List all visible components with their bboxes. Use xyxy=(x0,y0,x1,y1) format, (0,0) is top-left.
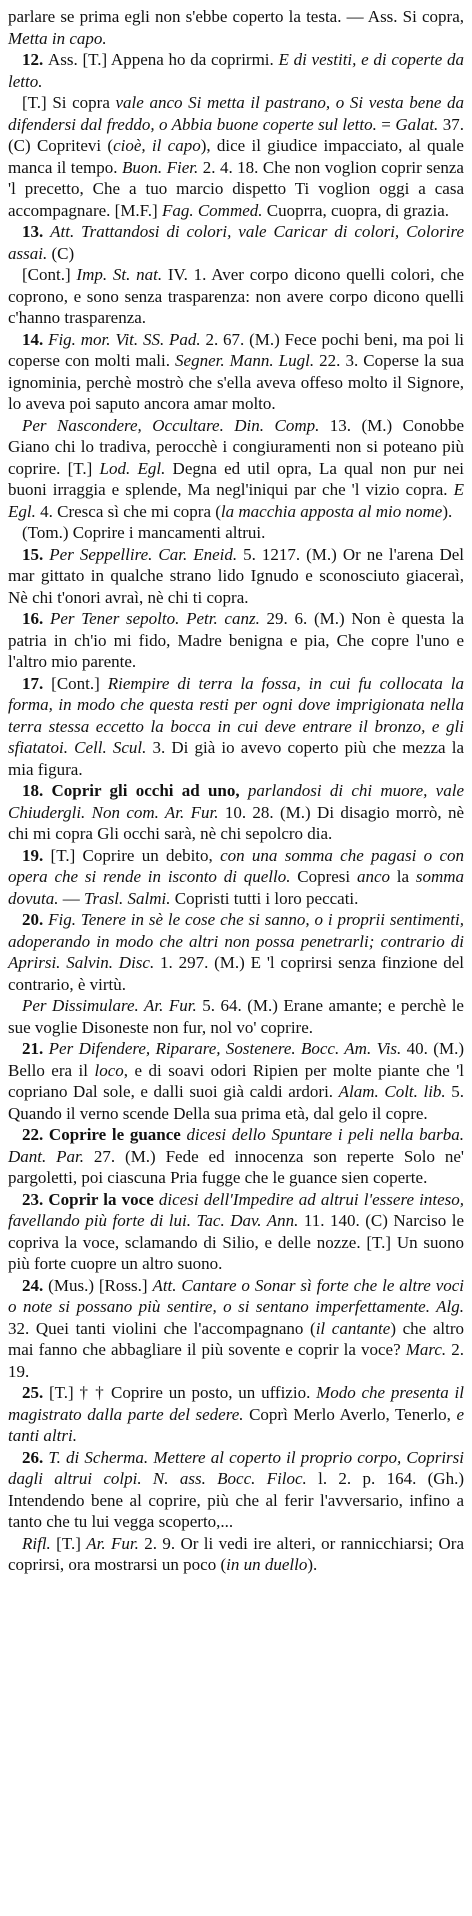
body-text: 2. 4. 18. Che non voglion coprir senza 'l precetto, Che a tuo marcio dispetto Ti voglion oggi a casa accompagnare. [M.F.] xyxy=(8,157,464,220)
body-text: ). xyxy=(307,1555,318,1574)
entry-paragraph xyxy=(8,1189,464,1275)
body-text: 1. 297. (M.) E 'l coprirsi senza finzione del contrario, è virtù. xyxy=(8,953,464,994)
sense-heading: 19. xyxy=(22,845,51,865)
body-text: [Cont.] xyxy=(22,265,77,284)
italic-text: Fig. mor. Vit. SS. Pad. xyxy=(48,329,201,349)
italic-text: Imp. St. nat. xyxy=(76,265,163,284)
body-text: Degna ed util opra, La qual non pur nei buoni irraggia e splende, Ma negl'iniqui par che 'l vizio copra. xyxy=(8,458,464,499)
body-text: (C) xyxy=(47,243,75,263)
italic-text: Riempire di terra la fossa, in cui fu collocata la forma, in modo che questa resti per ogni dove imprigionata nella terra stessa eccetto la bocca in cui deve entrare il bronzo, e gli sfiatatoi. Cell. Scul. xyxy=(8,673,464,757)
entry-paragraph xyxy=(8,1533,464,1576)
italic-text: Trasl. Salmi. xyxy=(84,888,171,908)
italic-text: anco xyxy=(356,867,390,886)
entry-paragraph xyxy=(8,1447,464,1533)
body-text: 13. (M.) Conobbe Giano chi lo tradiva, perocchè i congiuramenti non si poteano più coprire. [T.] xyxy=(8,415,464,478)
entry-paragraph xyxy=(8,6,464,49)
entry-paragraph xyxy=(8,264,464,329)
body-text: 32. Quei tanti violini che l'accompagnano ( xyxy=(8,1318,316,1338)
entry-paragraph xyxy=(8,1275,464,1383)
body-text: l. 2. p. 164. (Gh.) Intendendo bene al coprire, più che al ferir l'avversario, infino a tanto che tu lui vegga scoperto,... xyxy=(8,1469,464,1531)
italic-text: Fig. Tenere in sè le cose che si sanno, o i proprii sentimenti, adoperando in modo che altri non possa penetrarli; contrario di Aprirsi. Salvin. Disc. xyxy=(8,910,464,972)
sense-heading: 12. xyxy=(22,50,48,69)
italic-text: vale anco Si metta il pastrano, o Si vesta bene da difendersi dal freddo, o Abbia buone coperte sul letto. xyxy=(8,93,464,134)
italic-text: Per Difendere, Riparare, Sostenere. Bocc. Am. Vis. xyxy=(48,1039,402,1058)
italic-text: Metta in capo. xyxy=(8,28,107,48)
body-text: [T.] Coprire un debito, xyxy=(50,845,221,865)
body-text: 2. 9. Or li vedi ire alteri, or rannicchiarsi; Ora coprirsi, ora mostrarsi un poco ( xyxy=(8,1533,464,1574)
italic-text: la macchia apposta al mio nome xyxy=(220,501,443,521)
body-text: 22. 3. Coperse la sua ignominia, perchè mostrò che s'ella aveva offeso molto il Signore, lo aveva poi saputo ancora amar molto. xyxy=(8,351,464,413)
body-text: (Tom.) Coprire i mancamenti altrui. xyxy=(22,523,266,542)
italic-text: Per Nascondere, Occultare. Din. Comp. xyxy=(22,415,320,435)
body-text: Ass. [T.] Appena ho da coprirmi. xyxy=(47,50,279,69)
entry-paragraph xyxy=(8,1124,464,1189)
italic-text: Galat. xyxy=(395,114,439,134)
entry-paragraph xyxy=(8,909,464,995)
italic-text: Fag. Commed. xyxy=(161,200,263,220)
italic-text: Buon. Fier. xyxy=(121,157,199,177)
sense-heading: 22. Coprire le guance xyxy=(22,1125,187,1144)
body-text: — xyxy=(58,888,85,908)
body-text: , e di soavi odori Ripien per molte piante che 'l copriano Dal sole, e dalli suoi già caldi ardori. xyxy=(8,1060,464,1101)
body-text: [T.] xyxy=(50,1533,87,1553)
sense-heading: 18. Coprir gli occhi ad uno, xyxy=(22,781,248,800)
entry-paragraph xyxy=(8,329,464,415)
sense-heading: 26. xyxy=(22,1447,49,1467)
body-text: = xyxy=(376,114,396,134)
body-text: Coprì Merlo Averlo, Tenerlo, xyxy=(243,1404,457,1424)
italic-text: con una somma che pagasi o con opera che si rende in isconto di quello. xyxy=(8,845,464,886)
body-text: (Mus.) [Ross.] xyxy=(48,1275,153,1295)
body-text: IV. 1. Aver corpo dicono quelli colori, che coprono, e sono senza trasparenza: non avere corpo dicono quelli c'hanno trasparenza. xyxy=(8,265,465,327)
body-text: la xyxy=(389,867,416,886)
italic-text: somma dovuta. xyxy=(8,867,464,908)
sense-heading: 25. xyxy=(22,1383,50,1402)
italic-text: Per Seppellire. Car. Eneid. xyxy=(49,544,238,564)
body-text: [Cont.] xyxy=(51,673,108,693)
entry-paragraph xyxy=(8,544,464,609)
body-text: ). xyxy=(442,501,453,521)
body-text: 2. 67. (M.) Fece pochi beni, ma poi li coperse con molti mali. xyxy=(8,329,464,370)
body-text: 27. (M.) Fede ed innocenza son reperte Solo ne' pargoletti, poi ciascuna Pria fugge che le guance sien coperte. xyxy=(8,1146,464,1187)
entry-paragraph xyxy=(8,221,464,264)
italic-text: Per Tener sepolto. Petr. canz. xyxy=(49,609,260,628)
entry-paragraph xyxy=(8,780,464,845)
body-text: 37. (C) Copritevi ( xyxy=(8,114,465,155)
sense-heading: 16. xyxy=(22,609,50,628)
italic-text: Rifl. xyxy=(22,1533,51,1553)
sense-heading: 23. Coprir la voce xyxy=(22,1189,159,1209)
italic-text: E di vestiti, e di coperte da letto. xyxy=(8,50,465,91)
entry-paragraph xyxy=(8,845,464,910)
sense-heading: 24. xyxy=(22,1275,49,1295)
sense-heading: 14. xyxy=(22,329,49,349)
body-text: 2. 19. xyxy=(8,1340,465,1381)
body-text: 10. 28. (M.) Di disagio morrò, nè chi mi copra Gli occhi sarà, nè chi sepolcro dia. xyxy=(8,802,465,843)
italic-text: e tanti altri. xyxy=(8,1404,465,1445)
body-text: ) che altro mai fanno che abbagliare il più sovente e coprir la voce? xyxy=(8,1318,465,1359)
sense-heading: 13. xyxy=(22,222,51,241)
body-text: [T.] Si copra xyxy=(22,93,116,112)
entry-paragraph xyxy=(8,415,464,523)
body-text: 40. (M.) Bello era il xyxy=(8,1039,464,1080)
entry-paragraph xyxy=(8,995,464,1038)
italic-text: Alam. Colt. lib. xyxy=(338,1082,446,1101)
body-text: 5. 1217. (M.) Or ne l'arena Del mar gittato in qualche strano lido Ignudo e sconosciuto giaceraì, Nè chi t'onori avraì, nè chi ti copra. xyxy=(8,544,464,607)
italic-text: Att. Trattandosi di colori, vale Caricar di colori, Colorire assai. xyxy=(8,222,464,263)
entry-paragraph xyxy=(8,49,464,92)
entry-paragraph xyxy=(8,608,464,673)
entry-paragraph xyxy=(8,522,464,544)
body-text: 5. 64. (M.) Erane amante; e perchè le sue voglie Disoneste non fur, nol vo' coprire. xyxy=(8,996,464,1037)
italic-text: T. di Scherma. Mettere al coperto il proprio corpo, Coprirsi dagli altrui colpi. N. ass. Bocc. Filoc. xyxy=(8,1447,464,1488)
italic-text: Per Dissimulare. Ar. Fur. xyxy=(22,996,197,1015)
italic-text: Segner. Mann. Lugl. xyxy=(175,351,315,370)
italic-text: Marc. xyxy=(405,1340,447,1359)
italic-text: dicesi dello Spuntare i peli nella barba. Dant. Par. xyxy=(8,1125,464,1166)
italic-text: in un duello xyxy=(226,1555,308,1574)
italic-text: parlandosi di chi muore, vale Chiudergli. xyxy=(8,781,464,822)
entry-paragraph xyxy=(8,1038,464,1124)
italic-text: dicesi dell'Impedire ad altrui l'essere inteso, favellando più forte di lui. Tac. Dav. Ann. xyxy=(8,1189,464,1230)
body-text: [T.] † † Coprire un posto, un uffizio. xyxy=(49,1383,317,1402)
body-text: ), dice il giudice impacciato, al quale manca il tempo. xyxy=(8,136,464,177)
body-text: 4. Cresca sì che mi copra ( xyxy=(35,501,221,521)
italic-text: loco xyxy=(94,1060,124,1080)
entry-paragraph xyxy=(8,673,464,781)
italic-text: Lod. Egl. xyxy=(99,458,166,478)
body-text: parlare se prima egli non s'ebbe coperto la testa. — Ass. Si copra, xyxy=(8,7,464,26)
italic-text: il cantante xyxy=(315,1318,391,1338)
italic-text: cioè, il capo xyxy=(113,136,201,155)
body-text: Cuoprra, cuopra, di grazia. xyxy=(262,200,449,220)
sense-heading: 17. xyxy=(22,673,52,693)
body-text: 11. 140. (C) Narciso le copriva la voce, sclamando di Silio, e delle nozze. [T.] Un suono più forte cuopre un altro suono. xyxy=(8,1211,465,1273)
sense-heading: 21. xyxy=(22,1039,49,1058)
body-text: 29. 6. (M.) Non è questa la patria in ch'io mi fido, Madre benigna e pia, Che copre l'uno e l'altro mio parente. xyxy=(8,609,464,671)
italic-text: Modo che presenta il magistrato dalla parte del sedere. xyxy=(8,1383,464,1424)
body-text: Copristi tutti i loro peccati. xyxy=(170,888,359,908)
body-text: 5. Quando il verno scende Della sua prima età, dal gelo il copre. xyxy=(8,1082,465,1123)
italic-text: E Egl. xyxy=(8,480,464,521)
italic-text: Non com. Ar. Fur. xyxy=(91,802,219,822)
body-text: 3. Di già io avevo coperto più che mezza la mia figura. xyxy=(8,738,464,779)
sense-heading: 20. xyxy=(22,910,49,929)
entry-paragraph xyxy=(8,92,464,221)
italic-text: Ar. Fur. xyxy=(86,1533,139,1553)
entry-paragraph xyxy=(8,1382,464,1447)
italic-text: Att. Cantare o Sonar sì forte che le altre voci o note si possano più sentire, o si sentano imperfettamente. Alg. xyxy=(8,1275,465,1316)
sense-heading: 15. xyxy=(22,544,50,564)
body-text: Copresi xyxy=(290,867,357,886)
